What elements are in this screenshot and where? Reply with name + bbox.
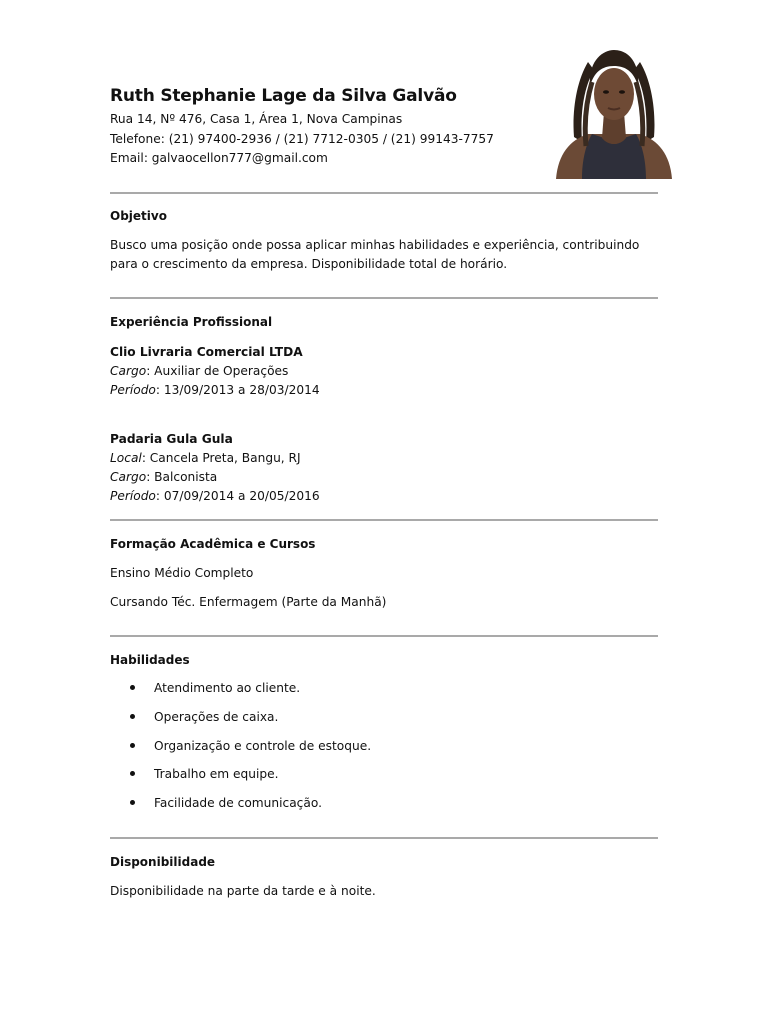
objective-line-1: Busco uma posição onde possa aplicar minhas habilidades e experiência, contribuindo [110,238,640,252]
job1-role-value: : Auxiliar de Operações [146,364,289,378]
objective-line-2: para o crescimento da empresa. Disponibilidade total de horário. [110,257,508,271]
job2-period-value: : 07/09/2014 a 20/05/2016 [155,489,320,503]
skill-text: Operações de caixa. [154,710,279,724]
profile-photo [548,42,680,179]
skills-title: Habilidades [110,653,190,667]
objective-title: Objetivo [110,209,167,223]
bullet-icon [130,771,135,776]
section-divider [110,837,658,839]
skill-item [130,796,322,810]
job1-period-value: : 13/09/2013 a 28/03/2014 [155,383,320,397]
skill-text: Organização e controle de estoque. [154,739,372,753]
section-divider [110,297,658,299]
job2-period [110,487,320,507]
address-line: Rua 14, Nº 476, Casa 1, Área 1, Nova Campinas [110,112,403,126]
skill-text: Facilidade de comunicação. [154,796,322,810]
job2-location-value: : Cancela Preta, Bangu, RJ [141,451,301,465]
availability-title: Disponibilidade [110,855,216,869]
email-line: Email: galvaocellon777@gmail.com [110,151,328,165]
job1-period [110,381,320,401]
education-item: Cursando Téc. Enfermagem (Parte da Manhã) [110,595,387,609]
bullet-icon [130,800,135,805]
job1-company: Clio Livraria Comercial LTDA [110,345,303,359]
job1-role [110,362,288,382]
job1-period-label: Período [110,383,156,397]
job2-period-label: Período [110,489,156,503]
section-divider [110,519,658,521]
skill-text: Atendimento ao cliente. [154,681,301,695]
job2-company: Padaria Gula Gula [110,432,233,446]
candidate-name: Ruth Stephanie Lage da Silva Galvão [110,86,457,106]
job2-role-label: Cargo [110,470,147,484]
job1-role-label: Cargo [110,364,147,378]
experience-title: Experiência Profissional [110,315,273,329]
bullet-icon [130,714,135,719]
section-divider [110,192,658,194]
skill-item [130,739,371,753]
job2-role [110,468,217,488]
section-divider [110,635,658,637]
bullet-icon [130,743,135,748]
phone-line: Telefone: (21) 97400-2936 / (21) 7712-0305 / (21) 99143-7757 [110,132,494,146]
skill-text: Trabalho em equipe. [154,767,279,781]
job2-role-value: : Balconista [146,470,218,484]
skill-item [130,710,278,724]
education-title: Formação Acadêmica e Cursos [110,537,316,551]
job2-location [110,449,301,469]
bullet-icon [130,685,135,690]
skill-item [130,767,278,781]
job2-location-label: Local [110,451,142,465]
skill-item [130,681,300,695]
education-item: Ensino Médio Completo [110,566,254,580]
availability-text: Disponibilidade na parte da tarde e à noite. [110,884,376,898]
